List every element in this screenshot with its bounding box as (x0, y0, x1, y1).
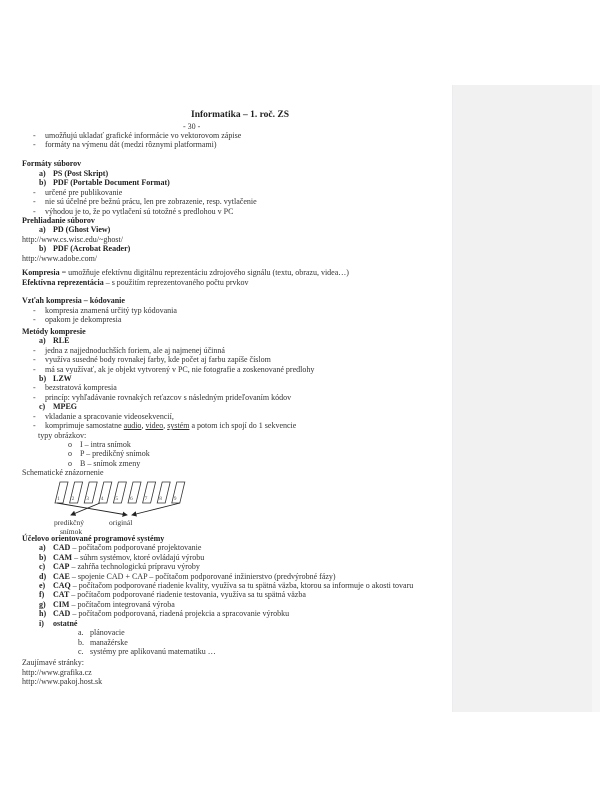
system-text: – počítačom podporované projektovanie (70, 543, 202, 553)
url-line: http://www.adobe.com/ (22, 253, 98, 263)
sub-list-marker: a. (78, 628, 84, 638)
section-heading-relation: Vzťah kompresia – kódovanie (22, 296, 125, 306)
bullet-line (22, 207, 458, 216)
url-line: http://www.grafika.cz (22, 667, 92, 677)
bullet-line (22, 188, 458, 197)
blank-scan-panel (452, 85, 593, 712)
system-term: CAD (53, 543, 71, 553)
bullet-marker: - (33, 383, 36, 393)
bullet-text: a potom ich spojí do 1 sekvencie (189, 421, 297, 431)
list-item (22, 374, 458, 383)
list-item (22, 402, 458, 411)
svg-text:8: 8 (159, 495, 162, 502)
list-item (22, 581, 458, 590)
method-name: LZW (53, 373, 72, 383)
list-marker: a) (39, 336, 46, 346)
bullet-marker: - (33, 305, 36, 315)
definition-line (22, 268, 458, 277)
list-item (22, 178, 458, 187)
list-marker: a) (39, 168, 46, 178)
definition-text: – s použitím reprezentovaného počtu prvkov (103, 277, 249, 287)
bullet-text: formáty na výmenu dát (medzi rôznymi platformami) (45, 140, 217, 150)
list-marker: a) (39, 225, 46, 235)
sub-bullet-line (22, 459, 458, 468)
bullet-text: princíp: vyhľadávanie rovnakých reťazcov s následným prideľovaním kódov (45, 392, 292, 402)
bullet-line (22, 346, 458, 355)
list-marker: d) (39, 571, 47, 581)
list-item (22, 562, 458, 571)
url-line: http://www.cs.wisc.edu/~ghost/ (22, 234, 123, 244)
bullet-text: umožňujú ukladať grafické informácie vo vektorovom zápise (45, 131, 242, 140)
list-marker: b) (39, 244, 47, 254)
underlined-word: audio (123, 421, 142, 431)
bullet-text: komprimuje samostatne (45, 421, 124, 431)
bullet-marker: - (33, 364, 36, 374)
sub-bullet-line (22, 440, 458, 449)
list-marker: c) (39, 562, 46, 572)
definition-text: = umožňuje efektívnu digitálnu reprezentáciu zdrojového signálu (textu, obrazu, videa…) (59, 268, 349, 278)
system-text: – počítačom integrovaná výroba (69, 599, 175, 609)
sub-bullet-line (22, 449, 458, 458)
method-name: RLE (53, 336, 70, 346)
frames-diagram-svg (52, 478, 202, 536)
list-item (22, 619, 458, 628)
sub-list-text: systémy pre aplikovanú matematiku … (90, 647, 216, 656)
bullet-marker: - (33, 421, 36, 431)
list-marker: i) (39, 618, 44, 628)
bullet-text: P – predikčný snímok (80, 449, 150, 459)
circle-bullet-marker: o (68, 458, 72, 468)
bullet-line (22, 383, 458, 392)
label-original: originál (109, 517, 133, 527)
list-marker: c) (39, 402, 46, 412)
list-item (22, 553, 458, 562)
underlined-word: video (145, 421, 164, 431)
bullet-line (22, 365, 458, 374)
system-term: CAE (53, 571, 70, 581)
label-predicted-frame-2: snímok (60, 526, 83, 536)
page-title: Informatika – 1. roč. ZS (191, 110, 289, 120)
links-heading: Zaujímavé stránky: (22, 658, 84, 668)
list-item (22, 609, 458, 618)
bullet-marker: - (33, 140, 36, 150)
frames-diagram (22, 478, 458, 534)
bullet-marker: - (33, 392, 36, 402)
list-marker: b) (39, 373, 47, 383)
system-term: CAD (53, 609, 71, 619)
section-heading-viewers: Prehliadanie súborov (22, 215, 95, 225)
bullet-marker: - (33, 197, 36, 207)
bullet-line (22, 306, 458, 315)
definition-term: Efektívna reprezentácia (22, 277, 104, 287)
list-marker: f) (39, 590, 45, 600)
svg-text:3: 3 (86, 495, 89, 502)
list-item (22, 543, 458, 552)
definition-term: Kompresia (22, 268, 60, 278)
svg-text:4: 4 (100, 495, 104, 502)
spacer (22, 287, 458, 296)
section-heading-systems: Účelovo orientované programové systémy (22, 533, 165, 543)
url-line: http://www.pakoj.host.sk (22, 677, 103, 687)
bullet-marker: - (33, 206, 36, 216)
system-term: CAQ (53, 580, 71, 590)
list-marker: e) (39, 580, 46, 590)
bullet-line (22, 412, 458, 421)
system-text: – spojenie CAD + CAP – počítačom podporované inžinierstvo (predvýrobné fázy) (69, 571, 336, 581)
bullet-text: výhodou je to, že po vytlačení sú totožné s predlohou v PC (45, 206, 234, 216)
svg-text:5: 5 (115, 495, 119, 502)
sub-list-item (22, 638, 458, 647)
bullet-line (22, 197, 458, 206)
sub-list-item (22, 647, 458, 656)
bullet-marker: - (33, 131, 36, 140)
sub-list-marker: b. (78, 637, 84, 647)
bullet-text: jedna z najjednoduchších foriem, ale aj najmenej účinná (45, 345, 225, 355)
svg-text:9: 9 (173, 495, 177, 502)
system-text: – počítačom podporované riadenie testovania, využíva sa tu spätná väzba (69, 590, 306, 600)
svg-text:6: 6 (130, 495, 133, 502)
list-marker: b) (39, 552, 47, 562)
bullet-line (22, 393, 458, 402)
label-predicted-frame: predikčný (54, 517, 84, 527)
list-marker: g) (39, 599, 46, 609)
bullet-marker: - (33, 315, 36, 325)
bullet-text: B – snímok zmeny (80, 458, 141, 468)
list-item (22, 169, 458, 178)
svg-text:7: 7 (144, 495, 148, 502)
list-text: PD (Ghost View) (53, 225, 111, 235)
bullet-marker: - (33, 355, 36, 365)
prediction-arrows (57, 503, 180, 515)
list-item (22, 225, 458, 234)
bullet-text: má sa využívať, ak je objekt vytvorený v PC, nie fotografie a zoskenované predlohy (45, 364, 315, 374)
system-term: CAM (53, 552, 73, 562)
sub-list-item (22, 628, 458, 637)
scan-panel-edge (592, 85, 600, 712)
bullet-line (22, 355, 458, 364)
system-text: – počítačom podporované riadenie kvality, využíva sa tu spätná väzba, ktorou sa informuje o akosti tovaru (70, 580, 414, 590)
bullet-line (22, 131, 458, 140)
bullet-text: , (163, 421, 168, 431)
system-term: ostatné (53, 618, 78, 628)
sub-list-text: manažérske (90, 637, 128, 647)
list-text: PDF (Portable Document Format) (53, 178, 170, 188)
spacer (22, 150, 458, 159)
bullet-line (22, 140, 458, 149)
system-text: – zahŕňa technologickú prípravu výroby (69, 562, 200, 572)
list-marker: a) (39, 543, 46, 553)
list-marker: b) (39, 178, 47, 188)
sub-list-text: plánovacie (90, 628, 125, 638)
bullet-text: I – intra snímok (80, 440, 131, 449)
system-text: – počítačom podporovaná, riadená projekcia a spracovanie výrobku (70, 609, 290, 619)
bullet-text: využíva susedné body rovnakej farby, kde počet aj farbu zapíše číslom (45, 355, 271, 365)
system-term: CIM (53, 599, 70, 609)
bullet-text: nie sú účelné pre bežnú prácu, len pre zobrazenie, resp. vytlačenie (45, 197, 257, 207)
bullet-text: bezstratová kompresia (45, 383, 117, 393)
bullet-line (22, 421, 458, 430)
svg-text:2: 2 (71, 495, 75, 502)
bullet-text: , (141, 421, 146, 431)
list-marker: h) (39, 609, 47, 619)
system-text: – súhrn systémov, ktoré ovládajú výrobu (72, 552, 205, 562)
types-label: typy obrázkov: (38, 430, 87, 440)
bullet-text: opakom je dekompresia (45, 315, 122, 325)
section-heading-methods: Metódy kompresie (22, 326, 86, 336)
section-heading-formats: Formáty súborov (22, 159, 82, 169)
bullet-marker: - (33, 187, 36, 197)
bullet-marker: - (33, 345, 36, 355)
document-body (22, 103, 458, 687)
list-item (22, 336, 458, 345)
schematic-label: Schematické znázornenie (22, 468, 104, 478)
definition-line (22, 278, 458, 287)
bullet-text: kompresia znamená určitý typ kódovania (45, 305, 177, 315)
circle-bullet-marker: o (68, 440, 72, 449)
list-item (22, 572, 458, 581)
system-term: CAP (53, 562, 70, 572)
frame-shapes (55, 482, 185, 503)
bullet-text: určené pre publikovanie (45, 187, 123, 197)
circle-bullet-marker: o (68, 449, 72, 459)
system-term: CAT (53, 590, 70, 600)
list-item (22, 590, 458, 599)
bullet-text: vkladanie a spracovanie videosekvencií, (45, 411, 174, 421)
list-item (22, 244, 458, 253)
sub-list-marker: c. (78, 647, 84, 656)
list-item (22, 600, 458, 609)
method-name: MPEG (53, 402, 77, 412)
bullet-line (22, 315, 458, 324)
bullet-marker: - (33, 411, 36, 421)
page-number: - 30 - (183, 122, 201, 131)
list-text: PDF (Acrobat Reader) (53, 244, 131, 254)
underlined-word: systém (167, 421, 190, 431)
svg-text:1: 1 (57, 495, 60, 502)
list-text: PS (Post Skript) (53, 168, 109, 178)
